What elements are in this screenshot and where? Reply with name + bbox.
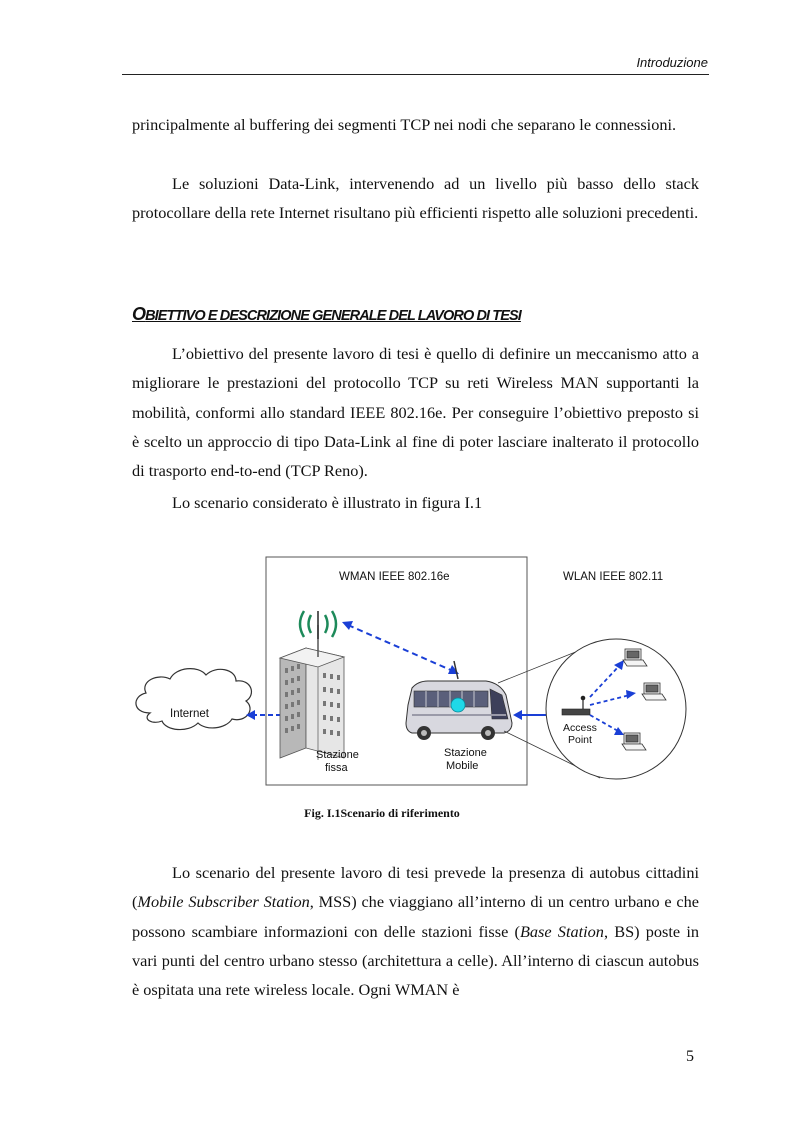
stazione-fissa-label-2: fissa — [325, 762, 348, 774]
p5-part-b: , MSS) che viaggiano all’interno di un centro urbano e che possono scambiare informazioni con delle stazioni fisse ( — [132, 892, 700, 941]
stazione-mobile-label-2: Mobile — [446, 760, 479, 772]
p5-mss-term: Mobile Subscriber Station — [137, 892, 310, 912]
section-heading-rest: BIETTIVO E DESCRIZIONE GENERALE DEL LAVORO DI TESI — [145, 308, 521, 324]
internet-label: Internet — [170, 708, 209, 720]
paragraph-1: principalmente al buffering dei segmenti TCP nei nodi che separano le connessioni. — [132, 115, 677, 134]
section-heading — [132, 304, 521, 325]
scenario-figure — [128, 553, 698, 788]
stazione-fissa-label-1: Stazione — [316, 749, 359, 761]
p5-part-c: , BS) poste in vari punti del centro urbano stesso (architettura a celle). All’interno di ciascun autobus è ospitata una rete wireless locale. Ogni WMAN è — [132, 921, 700, 1000]
base-station-building-icon — [280, 625, 344, 760]
paragraph-4: Lo scenario considerato è illustrato in figura I.1 — [172, 493, 483, 512]
section-heading-initial: O — [132, 304, 146, 324]
paragraph-3: L’obiettivo del presente lavoro di tesi è quello di definire un meccanismo atto a migliorare le prestazioni del protocollo TCP su reti Wireless MAN supportanti la mobilità, conformi allo standard IEEE 802.16e. Per conseguire l’obiettivo preposto si è scelto un approccio di tipo Data-Link al fine di poter lasciare inalterato il protocollo di trasporto end-to-end (TCP Reno). — [132, 344, 699, 481]
access-point-label-2: Point — [568, 734, 592, 746]
wman-label: WMAN IEEE 802.16e — [339, 571, 450, 583]
stazione-mobile-label-1: Stazione — [444, 747, 487, 759]
access-point-label-1: Access — [563, 722, 597, 734]
bus-icon — [406, 661, 512, 740]
p5-part-a: Lo scenario del presente lavoro di tesi prevede la presenza di autobus cittadini ( — [132, 863, 699, 912]
running-header: Introduzione — [636, 55, 708, 70]
wlan-label: WLAN IEEE 802.11 — [563, 571, 664, 583]
paragraph-2: Le soluzioni Data-Link, intervenendo ad un livello più basso dello stack protocollare della rete Internet risultano più efficienti rispetto alle soluzioni precedenti. — [132, 174, 699, 223]
mobile-station-marker — [451, 698, 465, 712]
p5-bs-term: Base Station — [519, 921, 604, 941]
internet-cloud-icon — [136, 669, 251, 730]
header-rule — [122, 74, 709, 75]
wireless-link — [342, 621, 459, 674]
figure-caption: Fig. I.1Scenario di riferimento — [304, 806, 460, 820]
paragraph-5 — [132, 858, 699, 1004]
page-number: 5 — [686, 1048, 694, 1065]
antenna-signal-icon — [300, 611, 336, 639]
